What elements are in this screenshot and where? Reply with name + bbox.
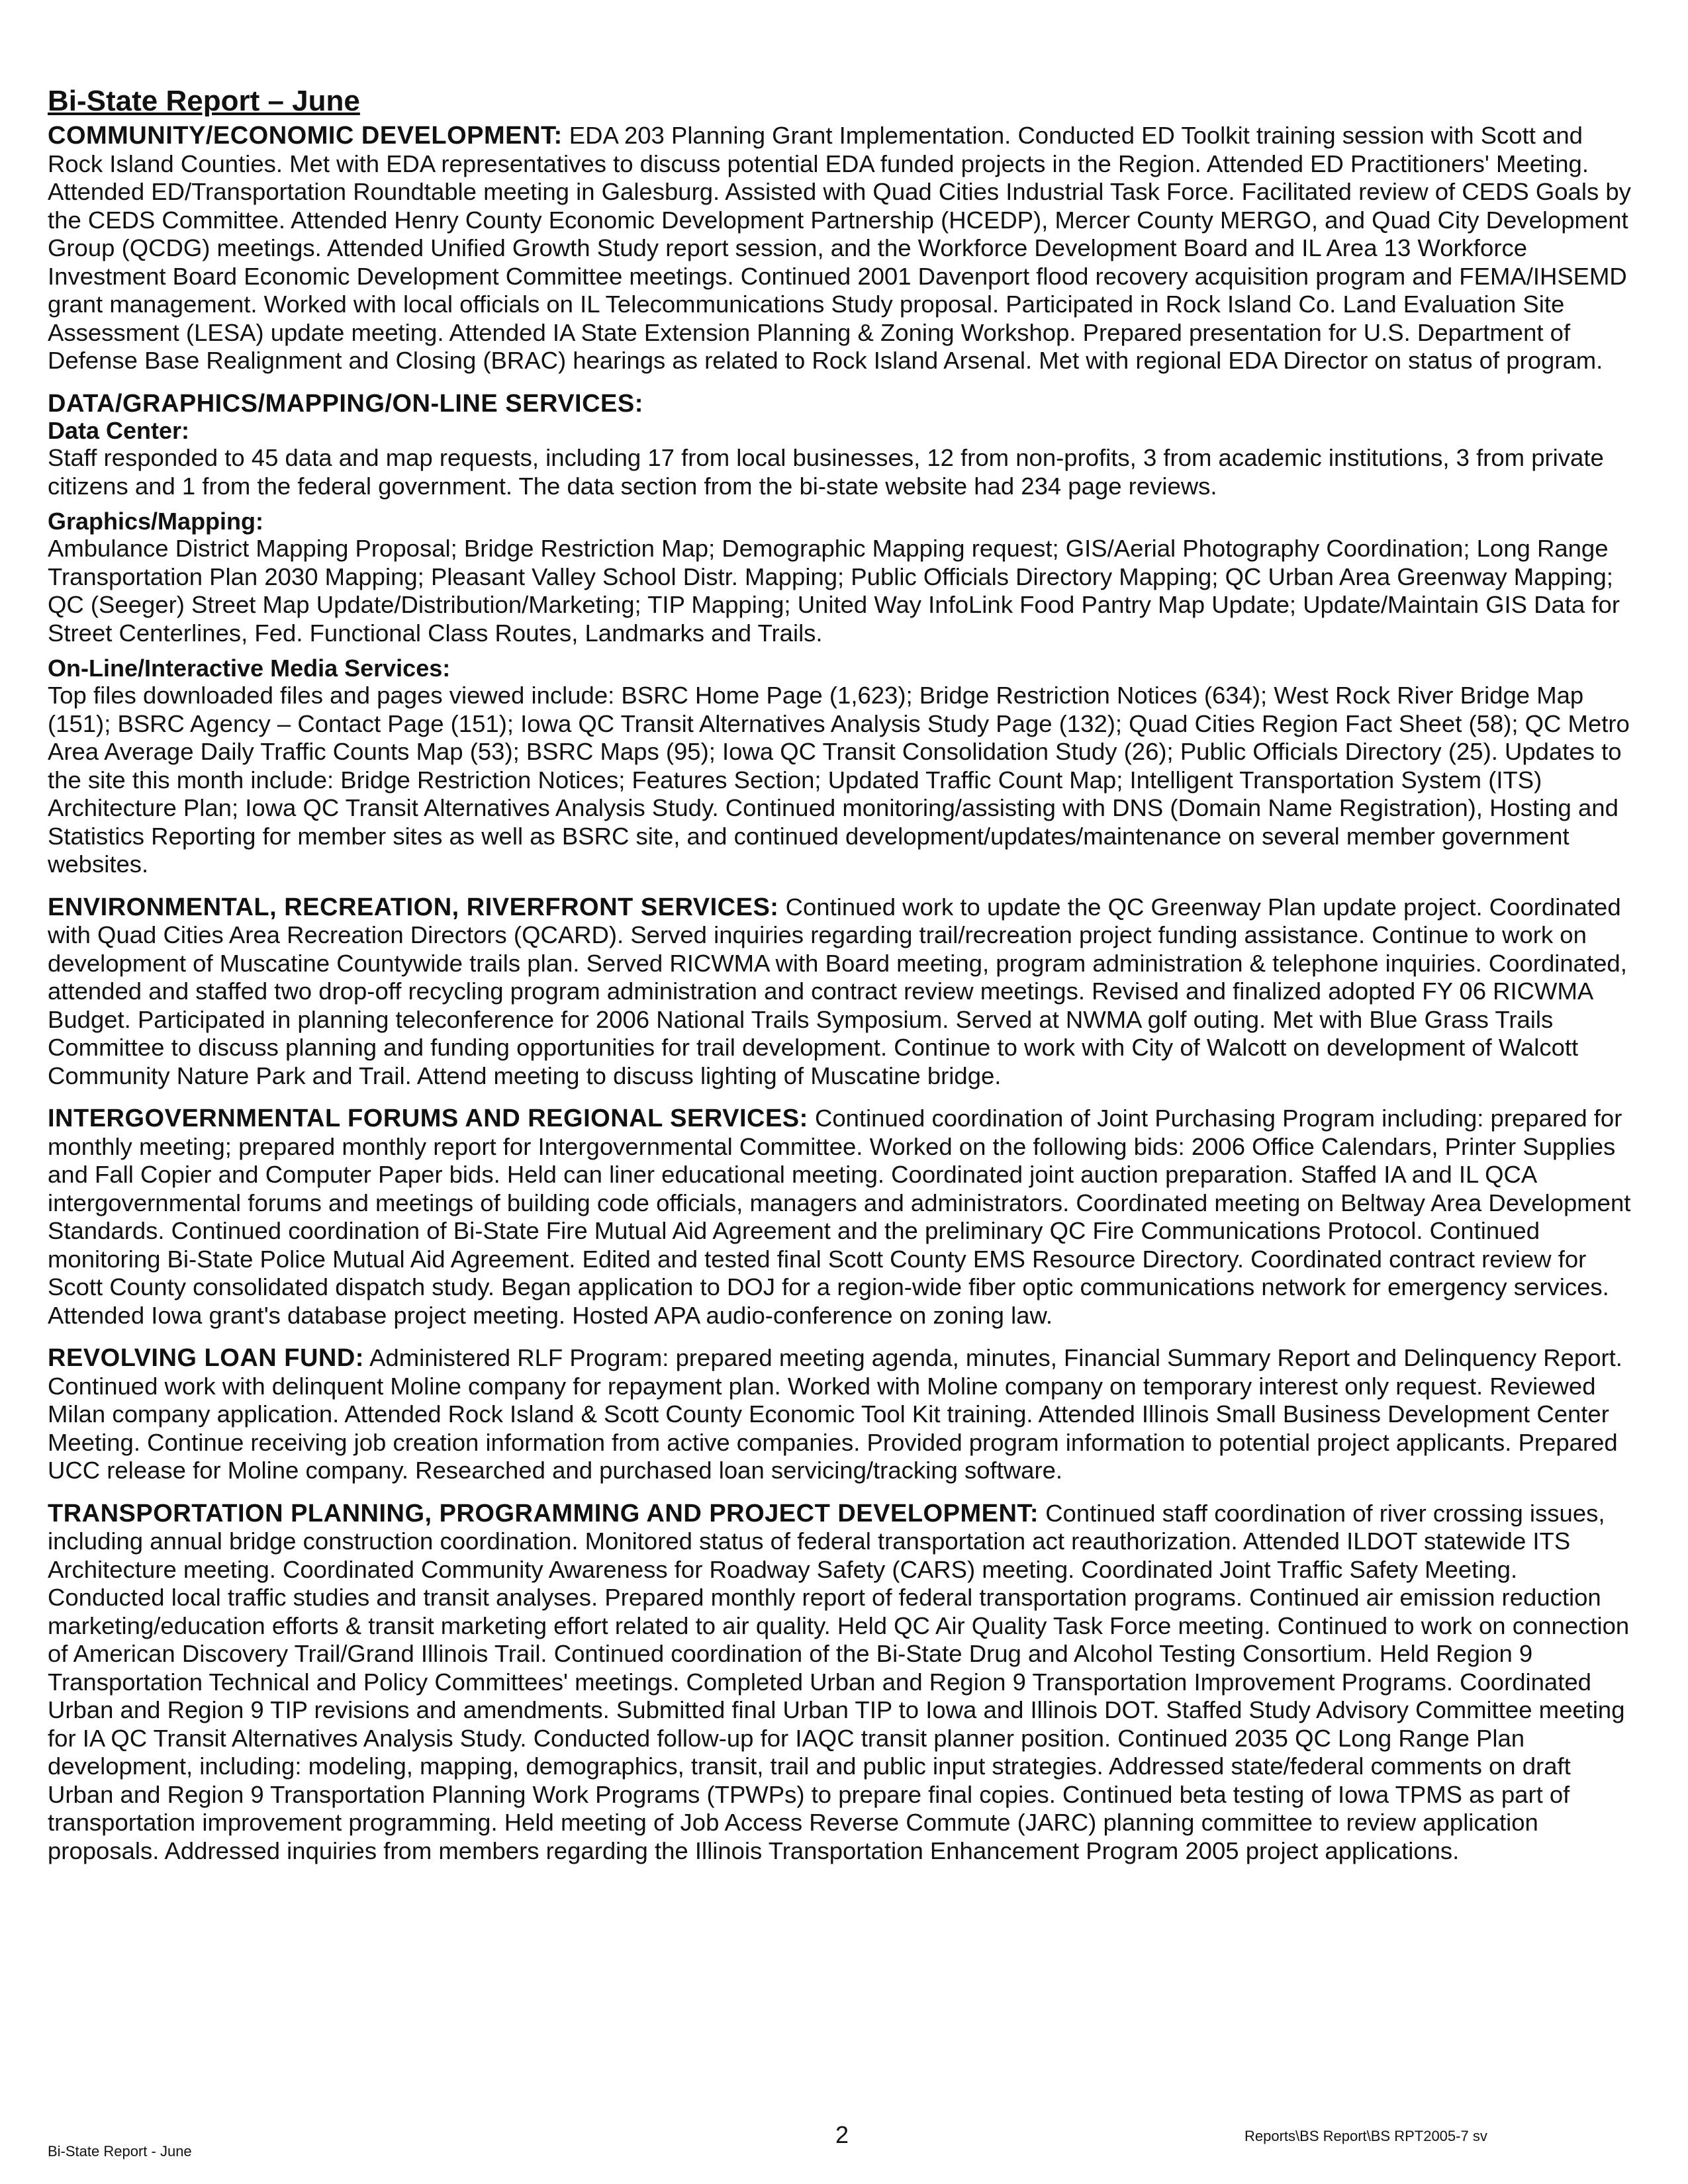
data-center-body: Staff responded to 45 data and map requests, including 17 from local businesses, 12 from non-profits, 3 from academic institutions, 3 from private citizens and 1 from the federal government. The data section from the bi-state website had 234 page reviews. — [48, 444, 1604, 500]
subheading-online-services: On-Line/Interactive Media Services: — [48, 655, 451, 682]
page-number: 2 — [835, 2121, 849, 2148]
footer-report-name: Bi-State Report - June — [48, 2143, 192, 2160]
section-transportation — [48, 1500, 1636, 1866]
report-page — [48, 85, 1636, 1880]
section-body: EDA 203 Planning Grant Implementation. Conducted ED Toolkit training session with Scott and Rock Island Counties. Met with EDA representatives to discuss potential EDA funded projects in the Region. Attended ED Practitioners' Meeting. Attended ED/Transportation Roundtable meeting in Galesburg. Assisted with Quad Cities Industrial Task Force. Facilitated review of CEDS Goals by the CEDS Committee. Attended Henry County Economic Development Partnership (HCEDP), Mercer County MERGO, and Quad City Development Group (QCDG) meetings. Attended Unified Growth Study report session, and the Workforce Development Board and IL Area 13 Workforce Investment Board Economic Development Committee meetings. Continued 2001 Davenport flood recovery acquisition program and FEMA/IHSEMD grant management. Worked with local officials on IL Telecommunications Study proposal. Participated in Rock Island Co. Land Evaluation Site Assessment (LESA) update meeting. Attended IA State Extension Planning & Zoning Workshop. Prepared presentation for U.S. Department of Defense Base Realignment and Closing (BRAC) hearings as related to Rock Island Arsenal. Met with regional EDA Director on status of program. — [48, 122, 1631, 374]
section-heading: REVOLVING LOAN FUND: — [48, 1344, 364, 1372]
section-body: Administered RLF Program: prepared meeting agenda, minutes, Financial Summary Report and Delinquency Report. Continued work with delinquent Moline company for repayment plan. Worked with Moline company on temporary interest only request. Reviewed Milan company application. Attended Rock Island & Scott County Economic Tool Kit training. Attended Illinois Small Business Development Center Meeting. Continue receiving job creation information from active companies. Provided program information to potential project applicants. Prepared UCC release for Moline company. Researched and purchased loan servicing/tracking software. — [48, 1344, 1622, 1484]
section-community-economic-development — [48, 122, 1636, 375]
graphics-body: Ambulance District Mapping Proposal; Bridge Restriction Map; Demographic Mapping request; GIS/Aerial Photography Coordination; Long Range Transportation Plan 2030 Mapping; Pleasant Valley School Distr. Mapping; Public Officials Directory Mapping; QC Urban Area Greenway Mapping; QC (Seeger) Street Map Update/Distribution/Marketing; TIP Mapping; United Way InfoLink Food Pantry Map Update; Update/Maintain GIS Data for Street Centerlines, Fed. Functional Class Routes, Landmarks and Trails. — [48, 535, 1620, 647]
online-body: Top files downloaded files and pages viewed include: BSRC Home Page (1,623); Bridge Restriction Notices (634); West Rock River Bridge Map (151); BSRC Agency – Contact Page (151); Iowa QC Transit Alternatives Analysis Study Page (132); Quad Cities Region Fact Sheet (58); QC Metro Area Average Daily Traffic Counts Map (53); BSRC Maps (95); Iowa QC Transit Consolidation Study (26); Public Officials Directory (25). Updates to the site this month include: Bridge Restriction Notices; Features Section; Updated Traffic Count Map; Intelligent Transportation System (ITS) Architecture Plan; Iowa QC Transit Alternatives Analysis Study. Continued monitoring/assisting with DNS (Domain Name Registration), Hosting and Statistics Reporting for member sites as well as BSRC site, and continued development/updates/maintenance on several member government websites. — [48, 682, 1630, 878]
section-body: Continued staff coordination of river crossing issues, including annual bridge construction coordination. Monitored status of federal transportation act reauthorization. Attended ILDOT statewide ITS Architecture meeting. Coordinated Community Awareness for Roadway Safety (CARS) meeting. Coordinated Joint Traffic Safety Meeting. Conducted local traffic studies and transit analyses. Prepared monthly report of federal transportation programs. Continued air emission reduction marketing/education efforts & transit marketing effort related to air quality. Held QC Air Quality Task Force meeting. Continued to work on connection of American Discovery Trail/Grand Illinois Trail. Continued coordination of the Bi-State Drug and Alcohol Testing Consortium. Held Region 9 Transportation Technical and Policy Committees' meetings. Completed Urban and Region 9 Transportation Improvement Programs. Coordinated Urban and Region 9 TIP revisions and amendments. Submitted final Urban TIP to Iowa and Illinois DOT. Staffed Study Advisory Committee meeting for IA QC Transit Alternatives Analysis Study. Conducted follow-up for IAQC transit planner position. Continued 2035 QC Long Range Plan development, including: modeling, mapping, demographics, transit, trail and public input strategies. Addressed state/federal comments on draft Urban and Region 9 Transportation Planning Work Programs (TPWPs) to prepare final copies. Continued beta testing of Iowa TPMS as part of transportation improvement programming. Held meeting of Job Access Reverse Commute (JARC) planning committee to review application proposals. Addressed inquiries from members regarding the Illinois Transportation Enhancement Program 2005 project applications. — [48, 1499, 1630, 1864]
section-heading: ENVIRONMENTAL, RECREATION, RIVERFRONT SERVICES: — [48, 893, 779, 921]
subheading-data-center: Data Center: — [48, 417, 190, 444]
subheading-graphics-mapping: Graphics/Mapping: — [48, 508, 264, 535]
section-body: Continued coordination of Joint Purchasing Program including: prepared for monthly meeting; prepared monthly report for Intergovernmental Committee. Worked on the following bids: 2006 Office Calendars, Printer Supplies and Fall Copier and Computer Paper bids. Held can liner educational meeting. Coordinated joint auction preparation. Staffed IA and IL QCA intergovernmental forums and meetings of building code officials, managers and administrators. Coordinated meeting on Beltway Area Development Standards. Continued coordination of Bi-State Fire Mutual Aid Agreement and the preliminary QC Fire Communications Protocol. Continued monitoring Bi-State Police Mutual Aid Agreement. Edited and tested final Scott County EMS Resource Directory. Coordinated contract review for Scott County consolidated dispatch study. Began application to DOJ for a region-wide fiber optic communications network for emergency services. Attended Iowa grant's database project meeting. Hosted APA audio-conference on zoning law. — [48, 1105, 1631, 1329]
section-heading: INTERGOVERNMENTAL FORUMS AND REGIONAL SERVICES: — [48, 1105, 808, 1132]
footer-file-path: Reports\BS Report\BS RPT2005-7 sv — [1244, 2128, 1487, 2144]
section-data-graphics — [48, 390, 1636, 879]
section-body: Continued work to update the QC Greenway Plan update project. Coordinated with Quad Cities Area Recreation Directors (QCARD). Served inquiries regarding trail/recreation project funding assistance. Continue to work on development of Muscatine Countywide trails plan. Served RICWMA with Board meeting, program administration & telephone inquiries. Coordinated, attended and staffed two drop-off recycling program administration and contract review meetings. Revised and finalized adopted FY 06 RICWMA Budget. Participated in planning teleconference for 2006 National Trails Symposium. Served at NWMA golf outing. Met with Blue Grass Trails Committee to discuss planning and funding opportunities for trail development. Continue to work with City of Walcott on development of Walcott Community Nature Park and Trail. Attend meeting to discuss lighting of Muscatine bridge. — [48, 893, 1627, 1089]
section-heading: COMMUNITY/ECONOMIC DEVELOPMENT: — [48, 122, 563, 150]
section-environmental — [48, 893, 1636, 1091]
section-heading: TRANSPORTATION PLANNING, PROGRAMMING AND PROJECT DEVELOPMENT: — [48, 1499, 1039, 1527]
section-revolving-loan-fund — [48, 1344, 1636, 1485]
report-title: Bi-State Report – June — [48, 85, 360, 117]
section-heading: DATA/GRAPHICS/MAPPING/ON-LINE SERVICES: — [48, 389, 643, 418]
section-intergovernmental — [48, 1105, 1636, 1330]
